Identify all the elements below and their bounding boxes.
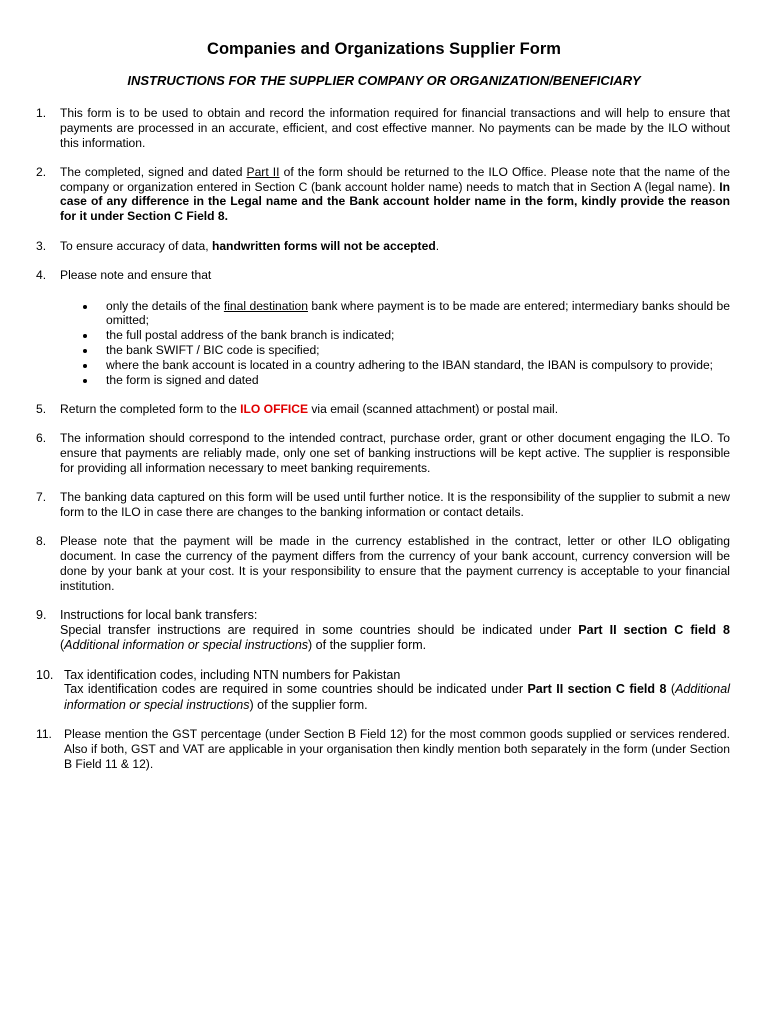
underlined-text: final destination: [223, 298, 308, 313]
text-run: where the bank account is located in a country adhering to the IBAN standard, the IBAN is compulsory to provide;: [106, 357, 714, 372]
item-detail: [64, 682, 730, 712]
bullet-icon: [83, 349, 87, 353]
text-run: the form is signed and dated: [106, 372, 259, 387]
item-number: 4.: [36, 267, 47, 282]
item-heading: Tax identification codes, including NTN numbers for Pakistan: [64, 667, 401, 682]
item-number: 7.: [36, 490, 47, 505]
ilo-office-highlight: ILO OFFICE: [240, 401, 309, 416]
instruction-item-11: [36, 727, 730, 771]
item-text: [60, 239, 730, 254]
text-run: the bank SWIFT / BIC code is specified;: [106, 343, 320, 358]
text-run: (: [60, 637, 65, 652]
item-number: 9.: [36, 607, 47, 622]
item-number: 2.: [36, 164, 47, 179]
text-run: (: [666, 682, 676, 697]
text-run: the full postal address of the bank branch is indicated;: [106, 328, 395, 343]
instruction-item-4: [36, 268, 730, 388]
bold-text: Part II section C field 8: [578, 622, 730, 637]
text-run: bank where payment is to be made are entered; intermediary banks should be omitted;: [106, 298, 731, 328]
item-heading: Instructions for local bank transfers:: [60, 607, 258, 622]
text-run: ) of the supplier form.: [249, 697, 368, 712]
item-number: 3.: [36, 238, 47, 253]
italic-text: Additional information or special instructions: [64, 682, 730, 712]
item-text: Please mention the GST percentage (under Section B Field 12) for the most common goods supplied or services rendered. Also if both, GST and VAT are applicable in your organisation then kindly mention both separately in the form (under Section B Field 11 & 12).: [64, 727, 730, 771]
bullet-icon: [83, 334, 87, 338]
bullet-item: [80, 373, 730, 388]
instructions-list: [36, 106, 730, 786]
item-text: The banking data captured on this form will be used until further notice. It is the responsibility of the supplier to submit a new form to the ILO in case there are changes to the banking information or contact details.: [60, 490, 730, 519]
item-text: Please note and ensure that: [60, 267, 212, 282]
text-run: of the form should be returned to the ILO Office. Please note that the name of the company or organization entered in Section C (bank account holder name) needs to match that in Section A (legal name).: [60, 164, 730, 194]
bullet-icon: [83, 305, 87, 309]
instruction-item-1: [36, 106, 730, 150]
bullet-item: [80, 328, 730, 343]
text-run: ) of the supplier form.: [308, 637, 427, 652]
item-number: 11.: [36, 727, 52, 742]
instruction-item-2: [36, 165, 730, 224]
bold-text: Part II section C field 8: [527, 682, 667, 697]
instruction-item-5: [36, 402, 730, 417]
text-run: Special transfer instructions are required in some countries should be indicated under: [60, 622, 579, 637]
bold-text: handwritten forms will not be accepted: [211, 238, 436, 253]
item-text: Please note that the payment will be made in the currency established in the contract, letter or other ILO obligating document. In case the currency of the payment differs from the currency of your bank account, currency conversion will be done by your bank at your cost. It is your responsibility to ensure that the payment currency is acceptable to your financial institution.: [60, 534, 730, 593]
item-number: 10.: [36, 667, 54, 682]
text-run: Tax identification codes are required in some countries should be indicated under: [64, 682, 528, 697]
text-run: via email (scanned attachment) or postal mail.: [308, 401, 559, 416]
item-text: This form is to be used to obtain and record the information required for financial transactions and will help to ensure that payments are processed in an accurate, efficient, and cost effective manner. No payments can be made by the ILO without this information.: [60, 106, 730, 150]
page-title: Companies and Organizations Supplier Form: [207, 40, 561, 58]
instruction-item-3: [36, 239, 730, 254]
text-run: Return the completed form to the: [60, 401, 241, 416]
bullet-list: [80, 299, 730, 388]
bold-text: In case of any difference in the Legal name and the Bank account holder name in the form, kindly provide the reason for it under Section C Field 8.: [60, 179, 730, 224]
bullet-item: [80, 343, 730, 358]
text-run: only the details of the: [106, 298, 224, 313]
item-number: 6.: [36, 431, 47, 446]
item-text: [60, 402, 730, 417]
bullet-item: [80, 358, 730, 373]
underlined-text: Part II: [246, 164, 280, 179]
item-text: The information should correspond to the intended contract, purchase order, grant or other document engaging the ILO. To ensure that payments are reliably made, only one set of banking instructions will be kept active. The supplier is responsible for providing all information necessary to meet banking requirements.: [60, 431, 730, 475]
bullet-item: [80, 299, 730, 329]
item-number: 8.: [36, 534, 47, 549]
text-run: To ensure accuracy of data,: [60, 238, 212, 253]
item-text: [64, 668, 730, 713]
instruction-item-7: [36, 490, 730, 520]
instruction-item-6: [36, 431, 730, 475]
text-run: .: [435, 238, 440, 253]
item-number: 1.: [36, 106, 47, 120]
item-number: 5.: [36, 401, 47, 416]
instruction-item-10: [36, 668, 730, 713]
instruction-item-9: [36, 608, 730, 653]
page-subtitle: INSTRUCTIONS FOR THE SUPPLIER COMPANY OR ORGANIZATION/BENEFICIARY: [127, 73, 641, 88]
item-text: [60, 608, 730, 653]
italic-text: Additional information or special instructions: [64, 637, 309, 652]
item-text: [60, 165, 730, 224]
bullet-icon: [83, 364, 87, 368]
instruction-item-8: [36, 534, 730, 593]
text-run: The completed, signed and dated: [60, 164, 247, 179]
item-detail: [60, 623, 730, 653]
bullet-icon: [83, 379, 87, 383]
